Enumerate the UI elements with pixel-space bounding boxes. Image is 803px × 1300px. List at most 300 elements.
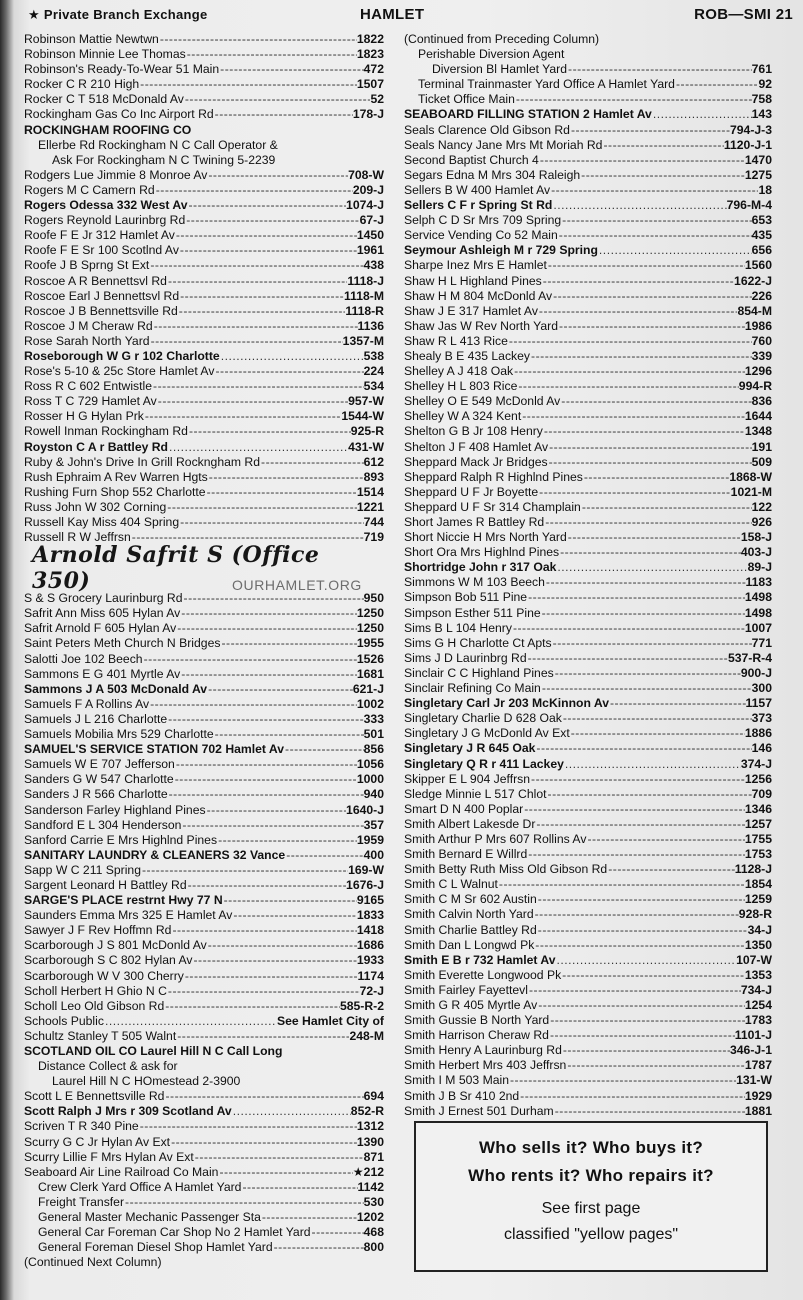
listing-entry xyxy=(24,1240,384,1255)
listing-number: 131-W xyxy=(736,1073,772,1088)
ad-line-1: Who sells it? Who buys it? xyxy=(478,1138,704,1157)
leader-dashes xyxy=(538,485,731,500)
leader-dashes xyxy=(184,969,358,984)
listing-number: 158-J xyxy=(740,530,772,545)
listing-name: Smith Betty Ruth Miss Old Gibson Rd xyxy=(404,862,608,877)
listing-number: 771 xyxy=(751,635,772,650)
leader-dashes xyxy=(512,621,745,636)
listing-number: 248-M xyxy=(349,1028,384,1043)
listing-entry xyxy=(404,938,772,953)
listing-number: 468 xyxy=(363,1225,384,1240)
listing-number: 1933 xyxy=(356,953,384,968)
listing-entry xyxy=(24,742,384,757)
listing-name: Singletary J G McDonld Av Ext xyxy=(404,726,570,741)
listing-entry xyxy=(404,1089,772,1104)
leader-dashes xyxy=(241,1180,357,1195)
leader-dashes xyxy=(537,892,745,907)
listing-name: Roofe F E Sr 100 Scotlnd Av xyxy=(24,243,179,258)
listing-number: 621-J xyxy=(352,681,384,696)
listing-entry xyxy=(404,32,772,47)
listing-name: Simpson Esther 511 Pine xyxy=(404,605,541,620)
leader-dashes xyxy=(180,606,357,621)
listing-number: 1250 xyxy=(356,621,384,636)
header-title: HAMLET xyxy=(360,6,425,23)
listing-entry xyxy=(404,289,772,304)
listing-number: 169-W xyxy=(348,862,384,877)
listing-entry xyxy=(24,1165,384,1180)
leader-dashes xyxy=(170,1135,357,1150)
listing-name: Sinclair C C Highland Pines xyxy=(404,665,554,680)
listing-entry xyxy=(404,1058,772,1073)
listing-name: Sellers C F r Spring St Rd xyxy=(404,198,553,213)
listing-name: Rose Sarah North Yard xyxy=(24,333,150,348)
listing-entry xyxy=(404,651,772,666)
listing-name: Smith Albert Lakesde Dr xyxy=(404,816,536,831)
leader-dashes xyxy=(149,697,357,712)
listing-entry xyxy=(24,77,384,92)
leader-dashes xyxy=(537,998,745,1013)
leader-dashes xyxy=(562,1043,730,1058)
right-column-listing xyxy=(404,32,772,1119)
listing-number: 1833 xyxy=(356,908,384,923)
listing-name: Segars Edna M Mrs 304 Raleigh xyxy=(404,167,581,182)
leader-dashes xyxy=(164,1089,363,1104)
listing-name: Sims J D Laurinbrg Rd xyxy=(404,650,527,665)
listing-entry xyxy=(24,424,384,439)
listing-entry xyxy=(404,394,772,409)
listing-name: Ross R C 602 Entwistle xyxy=(24,379,153,394)
listing-entry xyxy=(24,32,384,47)
leader-dashes xyxy=(564,757,741,772)
listing-number: 926 xyxy=(751,515,772,529)
listing-number: 209-J xyxy=(352,182,384,197)
leader-dashes xyxy=(311,1225,364,1240)
listing-number: 1868-W xyxy=(729,469,772,484)
listing-entry xyxy=(404,621,772,636)
listing-number: 431-W xyxy=(348,439,384,454)
leader-dashes xyxy=(124,1195,364,1210)
listing-name: Shelley O E 549 McDonld Av xyxy=(404,394,561,409)
listing-number: 1681 xyxy=(356,666,384,681)
listing-name: Ticket Office Main xyxy=(418,92,515,107)
listing-name: Singletary Charlie D 628 Oak xyxy=(404,711,562,726)
listing-number: 191 xyxy=(751,439,772,454)
leader-dashes xyxy=(567,62,752,77)
listing-entry xyxy=(24,409,384,424)
header-left: ★ Private Branch Exchange xyxy=(28,7,208,22)
listing-entry xyxy=(24,515,384,530)
listing-entry xyxy=(404,319,772,334)
listing-name: Sanford Carrie E Mrs Highlnd Pines xyxy=(24,832,218,847)
listing-entry xyxy=(404,787,772,802)
listing-number: 1959 xyxy=(356,832,384,847)
listing-name: Rogers Reynold Laurinbrg Rd xyxy=(24,213,186,228)
listing-name: Safrit Ann Miss 605 Hylan Av xyxy=(24,606,181,621)
leader-dashes xyxy=(208,470,364,485)
listing-entry xyxy=(24,1059,384,1074)
listing-name: Simpson Bob 511 Pine xyxy=(404,590,528,605)
listing-name: Smith G R 405 Myrtle Av xyxy=(404,998,538,1012)
listing-entry xyxy=(24,1029,384,1044)
listing-name: Shelton G B Jr 108 Henry xyxy=(404,424,543,439)
listing-number: 1101-J xyxy=(734,1028,772,1043)
leader-dashes xyxy=(519,1089,745,1104)
leader-dashes xyxy=(139,1119,357,1134)
listing-name: Shelley A J 418 Oak xyxy=(404,364,514,379)
listing-entry xyxy=(404,62,772,77)
listing-entry xyxy=(404,953,772,968)
listing-entry xyxy=(24,848,384,863)
listing-entry xyxy=(24,500,384,515)
listing-number: 1250 xyxy=(356,606,384,621)
listing-name: Smart D N 400 Poplar xyxy=(404,801,524,816)
leader-dashes xyxy=(180,667,357,682)
listing-name: Sheppard U F Sr 314 Champlain xyxy=(404,499,581,514)
listing-number: 1183 xyxy=(745,575,772,590)
listing-name: Rocker C R 210 High xyxy=(24,77,140,92)
listing-number: 34-J xyxy=(747,922,772,937)
listing-entry xyxy=(24,1014,384,1029)
listing-entry xyxy=(404,847,772,862)
leader-dashes xyxy=(214,727,364,742)
listing-entry xyxy=(404,1028,772,1043)
listing-entry xyxy=(404,92,772,107)
listing-entry xyxy=(404,455,772,470)
leader-dashes xyxy=(150,334,343,349)
listing-name: Scurry Lillie F Mrs Hylan Av Ext xyxy=(24,1149,194,1164)
listing-entry xyxy=(24,138,384,153)
listing-entry xyxy=(404,349,772,364)
listing-number: 950 xyxy=(363,591,384,606)
listing-entry xyxy=(24,1150,384,1165)
listing-entry xyxy=(24,470,384,485)
listing-name: Scarborough J S 801 McDonld Av xyxy=(24,938,207,953)
listing-name: ROCKINGHAM ROOFING CO xyxy=(24,122,192,137)
listing-entry xyxy=(404,424,772,439)
listing-name: Saunders Emma Mrs 325 E Hamlet Av xyxy=(24,908,233,923)
listing-entry xyxy=(24,304,384,319)
listing-name: Seals Clarence Old Gibson Rd xyxy=(404,122,570,137)
listing-name: S & S Grocery Laurinburg Rd xyxy=(24,591,183,606)
listing-name: Scarborough S C 802 Hylan Av xyxy=(24,953,193,968)
listing-name: Sinclair Refining Co Main xyxy=(404,681,541,696)
listing-entry xyxy=(404,153,772,168)
listing-name: Russell Kay Miss 404 Spring xyxy=(24,515,180,529)
listing-number: 1157 xyxy=(745,696,772,711)
listing-entry xyxy=(24,394,384,409)
listing-entry xyxy=(404,590,772,605)
listing-number: 537-R-4 xyxy=(727,650,772,665)
listing-number: 122 xyxy=(751,499,772,514)
leader-dashes xyxy=(547,787,752,802)
listing-name: Scholl Leo Old Gibson Rd xyxy=(24,998,165,1013)
listing-number: 1686 xyxy=(356,938,384,953)
listing-name: SANITARY LAUNDRY & CLEANERS 32 Vance xyxy=(24,847,286,862)
listing-number: 1357-M xyxy=(342,333,384,348)
listing-number: 694 xyxy=(363,1089,384,1104)
leader-dashes xyxy=(167,274,347,289)
listing-number: 709 xyxy=(751,786,772,801)
listing-number: 1823 xyxy=(356,47,384,62)
listing-number: 1353 xyxy=(744,967,772,982)
listing-number: 1202 xyxy=(356,1210,384,1225)
listing-entry xyxy=(404,1104,772,1119)
leader-dashes xyxy=(159,32,357,47)
leader-dashes xyxy=(528,983,741,998)
listing-name: Simmons W M 103 Beech xyxy=(404,575,545,590)
listing-entry xyxy=(404,741,772,756)
listing-number: 852-R xyxy=(350,1104,384,1119)
listing-number: 178-J xyxy=(352,107,384,122)
listing-entry xyxy=(404,364,772,379)
listing-name: Roscoe A R Bennettsvl Rd xyxy=(24,273,167,288)
leader-dashes xyxy=(157,394,348,409)
listing-name: Rogers Odessa 332 West Av xyxy=(24,198,188,213)
listing-number: 854-M xyxy=(737,303,772,318)
listing-number: 1348 xyxy=(744,424,772,439)
listing-entry xyxy=(404,304,772,319)
leader-dashes xyxy=(560,394,751,409)
listing-name: Laurel Hill N C HOmestead 2-3900 xyxy=(52,1074,241,1089)
listing-name: Roscoe Earl J Bennettsvl Rd xyxy=(24,288,180,303)
listing-name: Sledge Minnie L 517 Chlot xyxy=(404,786,547,801)
leader-dashes xyxy=(183,591,364,606)
listing-entry xyxy=(404,168,772,183)
listing-name: Sheppard Ralph R Highlnd Pines xyxy=(404,469,583,484)
listing-number: 734-J xyxy=(740,982,772,997)
listing-name: Sandford E L 304 Henderson xyxy=(24,817,182,832)
leader-dashes xyxy=(537,923,748,938)
listing-name: Selph C D Sr Mrs 709 Spring xyxy=(404,213,562,228)
listing-number: 1390 xyxy=(356,1134,384,1149)
listing-name: Service Vending Co 52 Main xyxy=(404,228,558,243)
listing-name: Smith Calvin North Yard xyxy=(404,907,534,922)
listing-name: Shaw Jas W Rev North Yard xyxy=(404,318,558,333)
leader-dashes xyxy=(179,515,364,530)
listing-name: Sargent Leonard H Battley Rd xyxy=(24,877,187,892)
listing-name: Rockingham Gas Co Inc Airport Rd xyxy=(24,107,214,122)
listing-name: Schultz Stanley T 505 Walnt xyxy=(24,1028,177,1043)
listing-entry xyxy=(24,818,384,833)
leader-dashes xyxy=(570,123,730,138)
listing-entry xyxy=(404,183,772,198)
leader-dashes xyxy=(559,545,741,560)
listing-number: 1470 xyxy=(744,152,772,167)
listing-name: Russ John W 302 Corning xyxy=(24,499,167,514)
listing-number: 400 xyxy=(363,847,384,862)
leader-dashes xyxy=(166,500,357,515)
listing-number: 1755 xyxy=(744,831,772,846)
listing-name: Second Baptist Church 4 xyxy=(404,152,539,167)
listing-entry xyxy=(24,893,384,908)
listing-entry xyxy=(404,681,772,696)
listing-name: Ruby & John's Drive In Grill Rockngham Rd xyxy=(24,454,261,469)
leader-dashes xyxy=(542,274,734,289)
listing-entry xyxy=(24,1180,384,1195)
listing-number: 472 xyxy=(363,62,384,77)
listing-name: Ask For Rockingham N C Twining 5-2239 xyxy=(52,152,276,167)
listing-name: Seymour Ashleigh M r 729 Spring xyxy=(404,243,598,258)
listing-name: Russell R W Jeffrsn xyxy=(24,530,131,545)
listing-number: 1296 xyxy=(744,364,772,379)
listing-number: 1254 xyxy=(744,998,772,1012)
listing-name: Saint Peters Meth Church N Bridges xyxy=(24,636,221,651)
listing-entry xyxy=(404,1013,772,1028)
leader-dashes xyxy=(607,862,735,877)
leader-dashes xyxy=(175,757,357,772)
leader-dashes xyxy=(285,848,363,863)
listing-number: 1644 xyxy=(744,409,772,424)
leader-dashes xyxy=(543,424,745,439)
listing-name: General Car Foreman Car Shop No 2 Hamlet Yard xyxy=(38,1225,311,1240)
listing-number: 374-J xyxy=(740,756,772,771)
leader-dashes xyxy=(184,92,371,107)
header-page-range: ROB—SMI 21 xyxy=(694,6,793,23)
listing-entry xyxy=(24,591,384,606)
listing-number: 67-J xyxy=(359,213,384,228)
listing-entry xyxy=(24,1225,384,1240)
listing-entry xyxy=(404,470,772,485)
listing-entry xyxy=(404,696,772,711)
leader-dashes xyxy=(561,213,752,228)
listing-entry xyxy=(24,1255,384,1270)
leader-dashes xyxy=(174,772,357,787)
listing-name: Short James R Battley Rd xyxy=(404,515,545,529)
leader-dashes xyxy=(517,379,738,394)
listing-entry xyxy=(24,667,384,682)
listing-number: 871 xyxy=(363,1149,384,1164)
leader-dashes xyxy=(179,289,344,304)
listing-name: Short Ora Mrs Highlnd Pines xyxy=(404,545,560,560)
leader-dashes xyxy=(214,364,363,379)
listing-entry xyxy=(24,1089,384,1104)
listing-name: Distance Collect & ask for xyxy=(38,1059,178,1074)
listing-entry xyxy=(24,682,384,697)
listing-number: 346-J-1 xyxy=(729,1043,772,1058)
listing-number: 1312 xyxy=(356,1119,384,1134)
listing-entry xyxy=(404,334,772,349)
listing-number: 760 xyxy=(751,333,772,348)
listing-entry xyxy=(404,485,772,500)
listing-name: Shealy B E 435 Lackey xyxy=(404,348,531,363)
listing-entry xyxy=(404,968,772,983)
listing-number: 1074-J xyxy=(346,198,384,213)
listing-entry xyxy=(24,606,384,621)
listing-number: 1000 xyxy=(356,772,384,787)
leader-dashes xyxy=(220,636,356,651)
left-column xyxy=(24,32,384,1270)
listing-number: 107-W xyxy=(736,952,772,967)
listing-entry xyxy=(24,1104,384,1119)
listing-entry xyxy=(24,984,384,999)
leader-dashes xyxy=(179,243,357,258)
listing-entry xyxy=(404,923,772,938)
leader-dashes xyxy=(185,213,359,228)
leader-dashes xyxy=(220,349,364,364)
listing-name: Sanderson Farley Highland Pines xyxy=(24,802,206,817)
listing-name: Sammons E G 401 Myrtle Av xyxy=(24,666,181,681)
leader-dashes xyxy=(547,258,745,273)
listing-number: 1676-J xyxy=(346,877,384,892)
listing-entry xyxy=(24,349,384,364)
listing-entry xyxy=(24,258,384,273)
leader-dashes xyxy=(175,228,357,243)
listing-number: 1221 xyxy=(356,499,384,514)
listing-entry xyxy=(24,168,384,183)
listing-number: 1418 xyxy=(356,923,384,938)
listing-name: Smith C L Walnut xyxy=(404,877,498,892)
leader-dashes xyxy=(554,666,741,681)
leader-dashes xyxy=(675,77,758,92)
listing-entry xyxy=(404,530,772,545)
leader-dashes xyxy=(541,606,745,621)
listing-number: 1514 xyxy=(356,484,384,499)
listing-entry xyxy=(404,409,772,424)
listing-entry xyxy=(404,228,772,243)
listing-entry xyxy=(24,938,384,953)
listing-entry xyxy=(24,1135,384,1150)
listing-name: Smith J B Sr 410 2nd xyxy=(404,1088,520,1103)
leader-dashes xyxy=(223,893,357,908)
leader-dashes xyxy=(538,304,738,319)
leader-dashes xyxy=(548,440,752,455)
listing-name: Scott L E Bennettsville Rd xyxy=(24,1089,165,1104)
listing-number: 957-W xyxy=(348,394,384,409)
listing-name: Crew Clerk Yard Office A Hamlet Yard xyxy=(38,1179,242,1194)
listing-entry xyxy=(404,379,772,394)
leader-dashes xyxy=(141,863,348,878)
listing-number: 1118-R xyxy=(345,303,384,318)
listing-entry xyxy=(404,243,772,258)
listing-number: 18 xyxy=(758,182,772,197)
listing-entry xyxy=(24,274,384,289)
listing-number: 856 xyxy=(363,742,384,757)
listing-name: Samuels J L 216 Charlotte xyxy=(24,711,168,726)
listing-number: 1961 xyxy=(356,243,384,258)
listing-entry xyxy=(404,666,772,681)
listing-number: 1346 xyxy=(744,801,772,816)
listing-entry xyxy=(24,908,384,923)
listing-name: Shelton J F 408 Hamlet Av xyxy=(404,439,549,454)
listing-entry xyxy=(24,712,384,727)
listing-name: Smith Fairley Fayettevl xyxy=(404,982,528,997)
listing-entry xyxy=(404,545,772,560)
listing-number: 800 xyxy=(363,1240,384,1255)
listing-entry xyxy=(24,153,384,168)
listing-entry xyxy=(404,907,772,922)
listing-name: Ellerbe Rd Rockingham N C Call Operator & xyxy=(38,137,278,152)
leader-dashes xyxy=(535,741,751,756)
leader-dashes xyxy=(104,1014,277,1029)
listing-number: 1350 xyxy=(744,937,772,952)
leader-dashes xyxy=(550,183,758,198)
listing-number: 1120-J-1 xyxy=(723,137,772,152)
listing-name: Seals Nancy Jane Mrs Mt Moriah Rd xyxy=(404,137,603,152)
leader-dashes xyxy=(153,319,358,334)
listing-name: Scurry G C Jr Hylan Av Ext xyxy=(24,1134,171,1149)
listing-number: 333 xyxy=(363,711,384,726)
listing-entry xyxy=(404,772,772,787)
listing-number: 1450 xyxy=(356,228,384,243)
listing-name: Ross T C 729 Hamlet Av xyxy=(24,394,157,409)
page-header xyxy=(28,4,793,26)
listing-number: 1118-J xyxy=(347,273,384,288)
leader-dashes xyxy=(214,107,353,122)
listing-name: Rose's 5-10 & 25c Store Hamlet Av xyxy=(24,364,215,379)
listing-entry xyxy=(24,92,384,107)
listing-name: Terminal Trainmaster Yard Office A Hamlet Yard xyxy=(418,77,675,92)
listing-number: 509 xyxy=(751,454,772,469)
